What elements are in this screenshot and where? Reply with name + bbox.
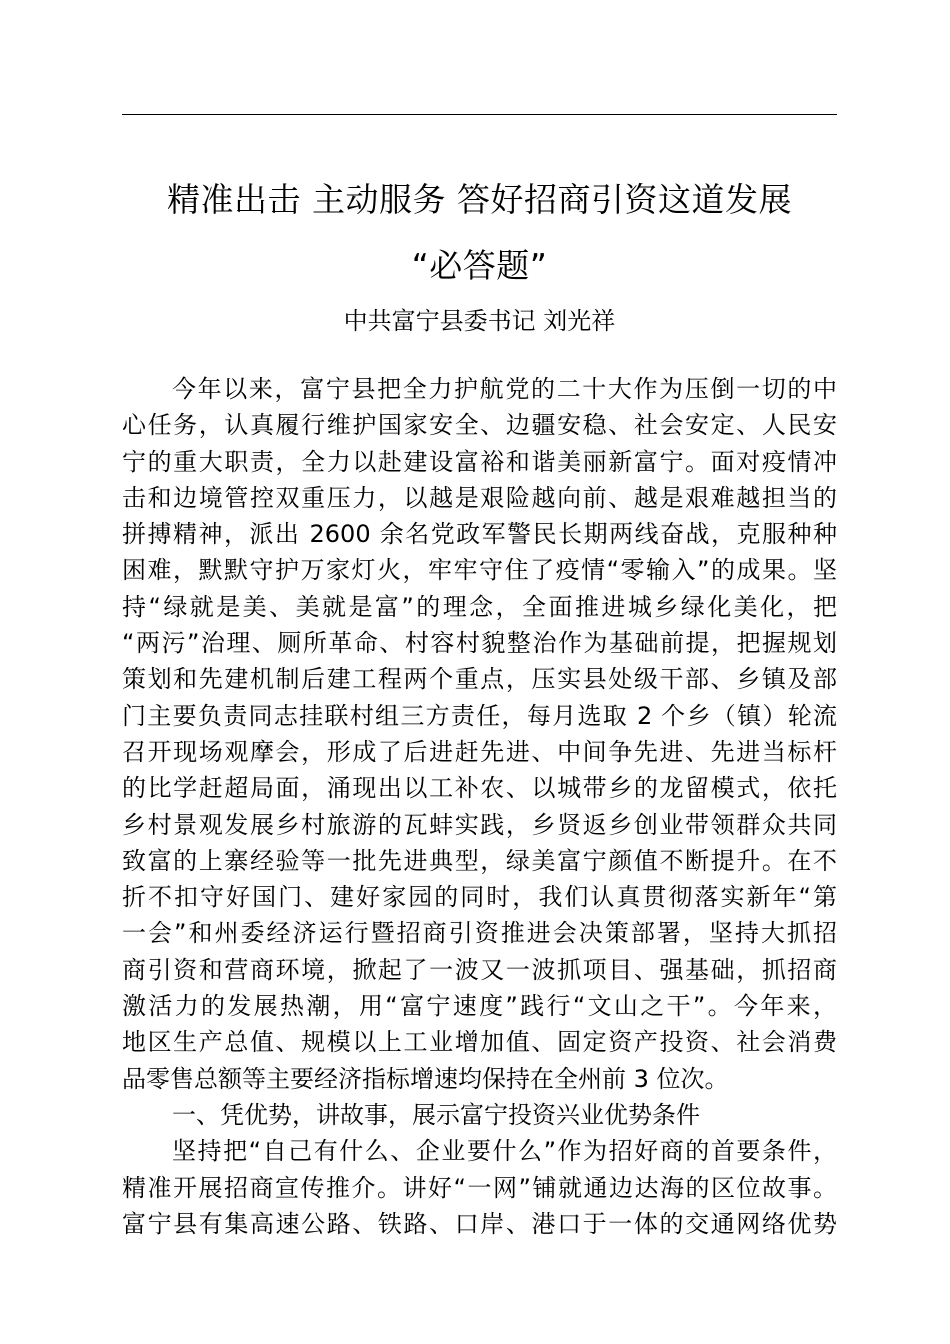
- body-line: 一会”和州委经济运行暨招商引资推进会决策部署，坚持大抓招: [122, 919, 837, 948]
- body-line: 困难，默默守护万家灯火，牢牢守住了疫情“零输入”的成果。坚: [122, 556, 837, 585]
- section-heading: 一、凭优势，讲故事，展示富宁投资兴业优势条件: [172, 1100, 700, 1129]
- body-line: 召开现场观摩会，形成了后进赶先进、中间争先进、先进当标杆: [122, 737, 837, 766]
- body-line: 富宁县有集高速公路、铁路、口岸、港口于一体的交通网络优势: [122, 1209, 837, 1238]
- body-line: 策划和先建机制后建工程两个重点，压实县处级干部、乡镇及部: [122, 665, 837, 694]
- body-line: 持“绿就是美、美就是富”的理念，全面推进城乡绿化美化，把: [122, 592, 837, 621]
- article-title-line-2: “必答题”: [411, 246, 548, 285]
- body-line: 乡村景观发展乡村旅游的瓦蚌实践，乡贤返乡创业带领群众共同: [122, 810, 837, 839]
- article-body: [122, 371, 837, 1242]
- body-line: 品零售总额等主要经济指标增速均保持在全州前 3 位次。: [122, 1064, 729, 1093]
- body-line: 折不扣守好国门、建好家园的同时，我们认真贯彻落实新年“第: [122, 883, 837, 912]
- body-line: “两污”治理、厕所革命、村容村貌整治作为基础前提，把握规划: [122, 629, 837, 658]
- article-author: 中共富宁县委书记 刘光祥: [343, 307, 616, 335]
- body-line: 地区生产总值、规模以上工业增加值、固定资产投资、社会消费: [122, 1028, 837, 1057]
- body-line: 击和边境管控双重压力，以越是艰险越向前、越是艰难越担当的: [122, 483, 837, 512]
- body-line: 门主要负责同志挂联村组三方责任，每月选取 2 个乡（镇）轮流: [122, 701, 837, 730]
- body-line: 精准开展招商宣传推介。讲好“一网”铺就通边达海的区位故事。: [122, 1173, 837, 1202]
- body-line: 致富的上寨经验等一批先进典型，绿美富宁颜值不断提升。在不: [122, 846, 837, 875]
- body-line: 拼搏精神，派出 2600 余名党政军警民长期两线奋战，克服种种: [122, 520, 837, 549]
- body-line: 的比学赶超局面，涌现出以工补农、以城带乡的龙留模式，依托: [122, 774, 837, 803]
- header-rule: [122, 114, 837, 115]
- body-line: 心任务，认真履行维护国家安全、边疆安稳、社会安定、人民安: [122, 411, 837, 440]
- body-line: 商引资和营商环境，掀起了一波又一波抓项目、强基础，抓招商: [122, 955, 837, 984]
- body-line: 今年以来，富宁县把全力护航党的二十大作为压倒一切的中: [172, 375, 837, 403]
- body-line: 激活力的发展热潮，用“富宁速度”践行“文山之干”。今年来，: [122, 992, 837, 1021]
- body-line: 宁的重大职责，全力以赴建设富裕和谐美丽新富宁。面对疫情冲: [122, 447, 837, 476]
- article-title-line-1: 精准出击 主动服务 答好招商引资这道发展: [167, 180, 792, 219]
- body-line: 坚持把“自己有什么、企业要什么”作为招好商的首要条件，: [172, 1137, 837, 1166]
